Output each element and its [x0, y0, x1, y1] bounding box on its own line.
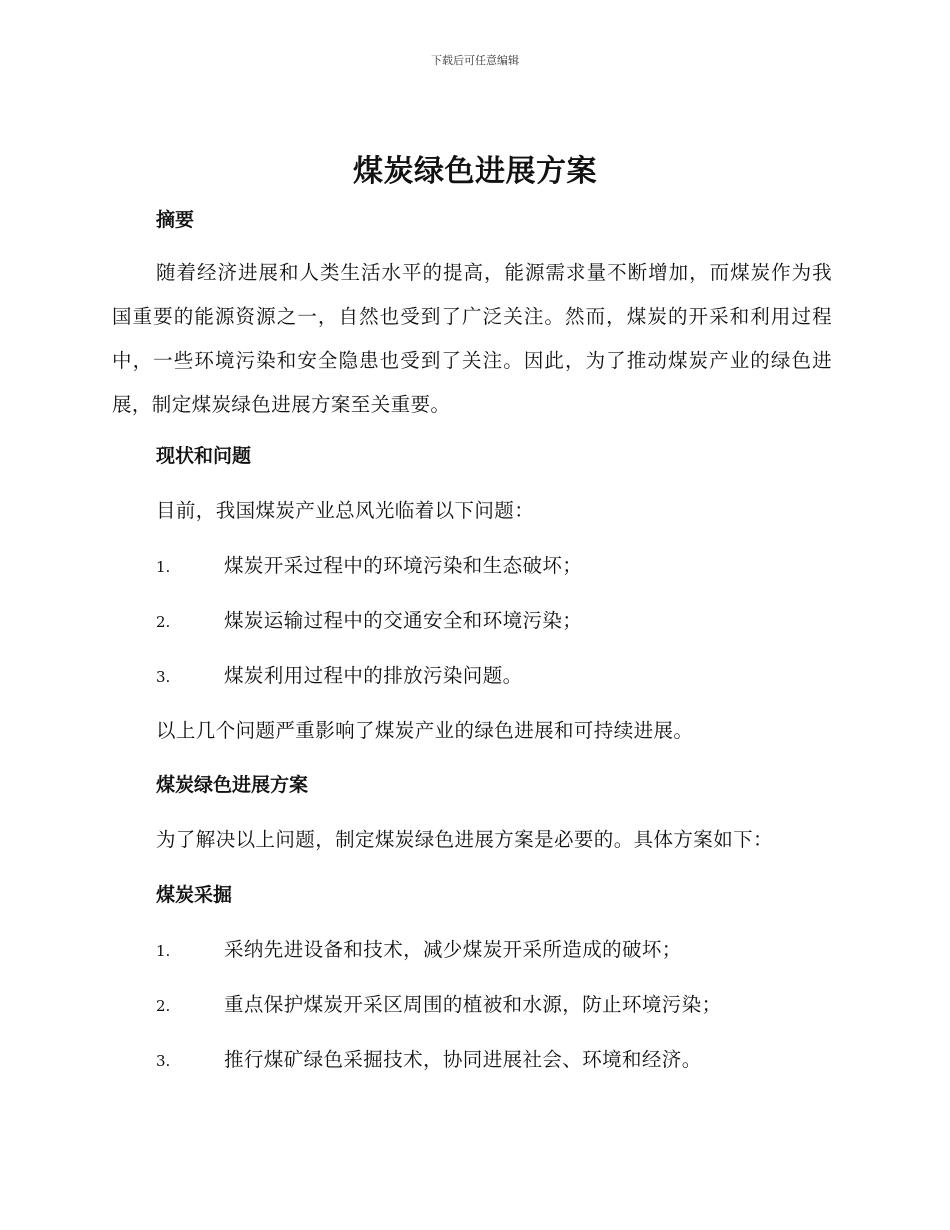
heading-status: 现状和问题: [156, 445, 252, 467]
document-title: 煤炭绿色进展方案: [353, 154, 597, 189]
list-item-text: 煤炭利用过程中的排放污染问题。: [224, 664, 523, 687]
header-note: 下载后可任意编辑: [431, 54, 519, 67]
list-item-text: 煤炭运输过程中的交通安全和环境污染；: [224, 609, 583, 632]
list-item-text: 推行煤矿绿色采掘技术，协同进展社会、环境和经济。: [224, 1048, 702, 1071]
heading-mining: 煤炭采掘: [156, 884, 233, 906]
list-item-number: 2.: [156, 613, 171, 631]
list-item-number: 2.: [156, 997, 171, 1015]
heading-plan: 煤炭绿色进展方案: [156, 774, 309, 796]
status-intro: 目前，我国煤炭产业总风光临着以下问题：: [156, 499, 535, 522]
plan-intro: 为了解决以上问题，制定煤炭绿色进展方案是必要的。具体方案如下：: [156, 828, 773, 851]
list-item-number: 3.: [156, 668, 171, 686]
status-conclusion: 以上几个问题严重影响了煤炭产业的绿色进展和可持续进展。: [156, 719, 694, 742]
list-item-number: 1.: [156, 558, 171, 576]
list-item-number: 3.: [156, 1052, 171, 1070]
list-item-text: 重点保护煤炭开采区周围的植被和水源，防止环境污染；: [224, 993, 722, 1016]
list-item-text: 采纳先进设备和技术，减少煤炭开采所造成的破坏；: [224, 938, 682, 961]
heading-abstract: 摘要: [156, 209, 195, 231]
list-item-text: 煤炭开采过程中的环境污染和生态破坏；: [224, 554, 583, 577]
list-item-number: 1.: [156, 942, 171, 960]
abstract-paragraph: 随着经济进展和人类生活水平的提高，能源需求量不断增加，而煤炭作为我国重要的能源资源之一，自然也受到了广泛关注。然而，煤炭的开采和利用过程中，一些环境污染和安全隐患也受到了关注。因此，为了推动煤炭产业的绿色进展，制定煤炭绿色进展方案至关重要。: [112, 261, 832, 416]
